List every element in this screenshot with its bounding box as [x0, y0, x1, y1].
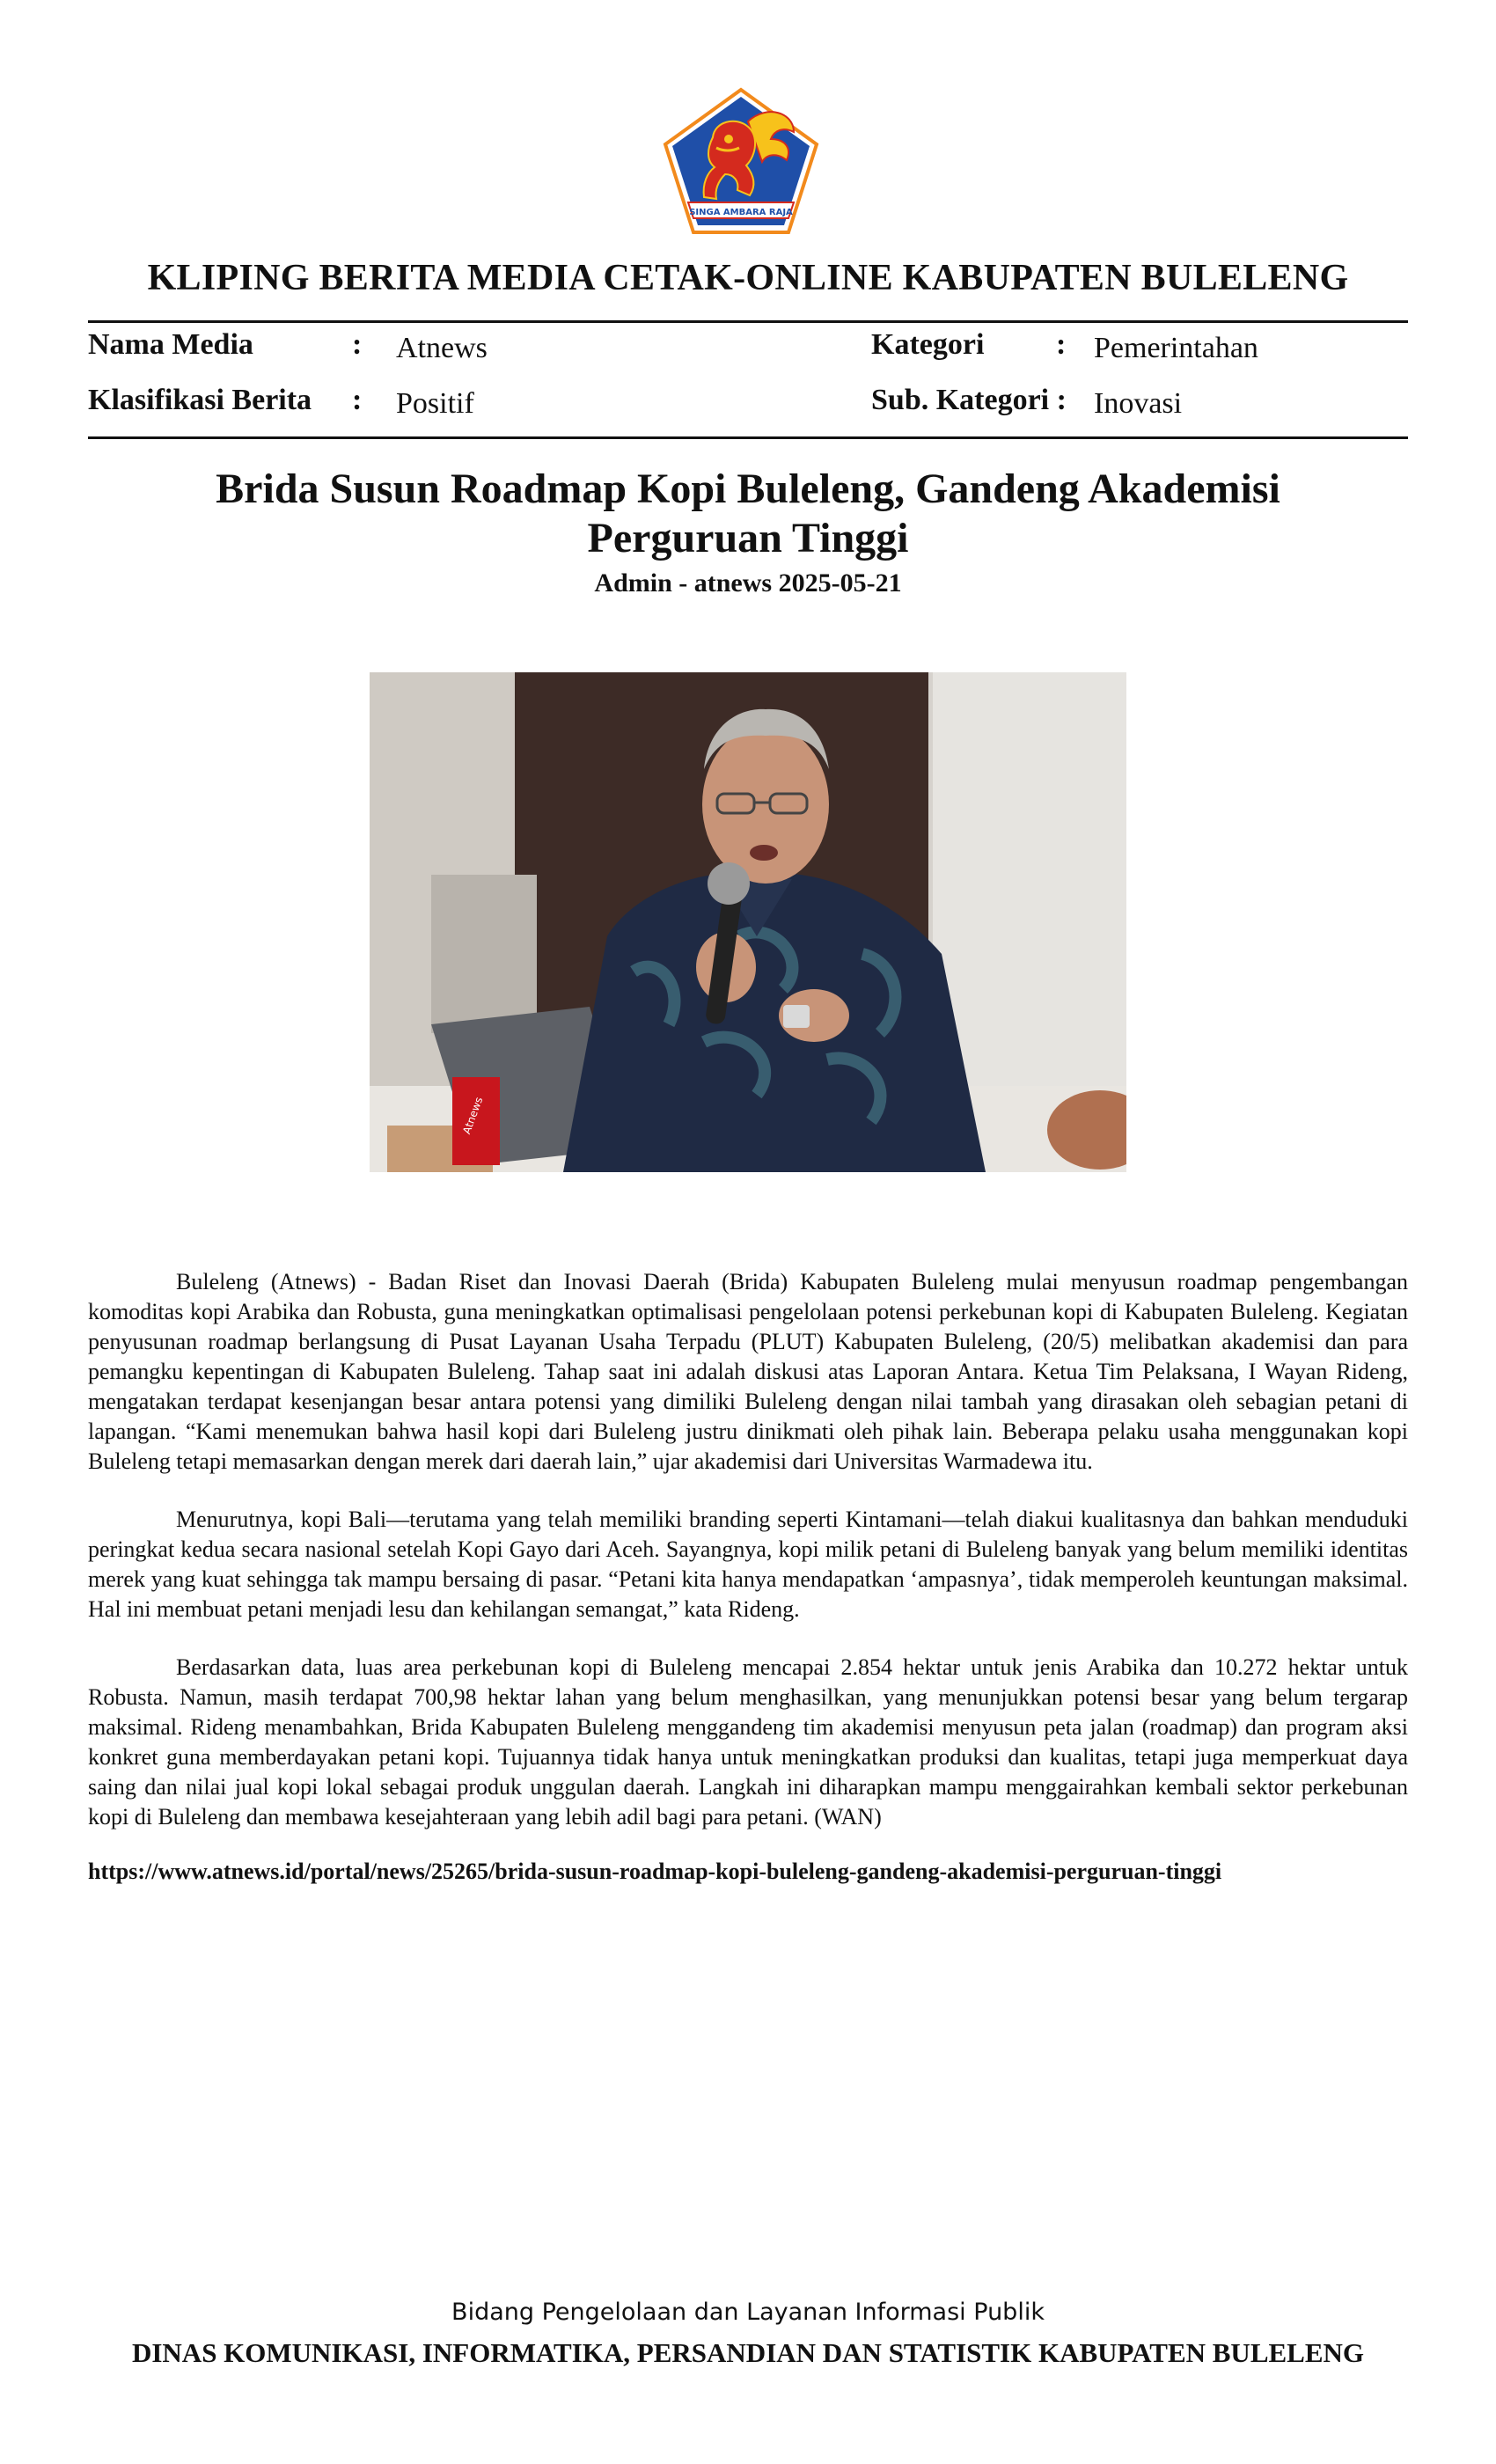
- sub-category-value: Inovasi: [1094, 387, 1183, 420]
- category-value: Pemerintahan: [1094, 332, 1258, 364]
- article-body: [88, 1267, 1408, 1860]
- article-title: Brida Susun Roadmap Kopi Buleleng, Gandeng Akademisi Perguruan Tinggi: [216, 466, 1280, 561]
- media-name-value: Atnews: [396, 332, 488, 364]
- classification-value: Positif: [396, 387, 474, 420]
- category-colon: :: [1056, 328, 1067, 361]
- article-paragraph-2: Menurutnya, kopi Bali—terutama yang telah memiliki branding seperti Kintamani—telah diakui kualitasnya dan bahkan menduduki peringkat kedua secara nasional setelah Kopi Gayo dari Aceh. Sayangnya, kopi milik petani di Buleleng banyak yang belum memiliki identitas merek yang kuat sehingga tak mampu bersaing di pasar. “Petani kita hanya mendapatkan ‘ampasnya’, tidak memperoleh keuntungan maksimal. Hal ini membuat petani menjadi lesu dan kehilangan semangat,” kata Rideng.: [88, 1507, 1408, 1622]
- regency-logo: [662, 86, 820, 236]
- header-divider-top: [88, 320, 1408, 323]
- header-divider-bottom: [88, 436, 1408, 439]
- classification-label: Klasifikasi Berita: [88, 384, 312, 416]
- singa-ambara-raja-emblem: [662, 86, 820, 236]
- sub-category-label: Sub. Kategori :: [871, 384, 1067, 416]
- footer-agency: DINAS KOMUNIKASI, INFORMATIKA, PERSANDIAN DAN STATISTIK KABUPATEN BULELENG: [131, 2337, 1365, 2368]
- article-paragraph-1: Buleleng (Atnews) - Badan Riset dan Inovasi Daerah (Brida) Kabupaten Buleleng mulai menyusun roadmap pengembangan komoditas kopi Arabika dan Robusta, guna meningkatkan optimalisasi pengelolaan potensi perkebunan kopi di Kabupaten Buleleng. Kegiatan penyusunan roadmap berlangsung di Pusat Layanan Usaha Terpadu (PLUT) Kabupaten Buleleng, (20/5) melibatkan akademisi dan para pemangku kepentingan di Kabupaten Buleleng. Tahap saat ini adalah diskusi atas Laporan Antara. Ketua Tim Pelaksana, I Wayan Rideng, mengatakan terdapat kesenjangan besar antara potensi yang dimiliki Buleleng dengan nilai tambah yang dirasakan oleh sebagian petani di lapangan. “Kami menemukan bahwa hasil kopi dari Buleleng justru dinikmati oleh pihak lain. Beberapa pelaku usaha menggunakan kopi Buleleng tetapi memasarkan dengan merek dari daerah lain,” ujar akademisi dari Universitas Warmadewa itu.: [88, 1269, 1408, 1474]
- source-url-link[interactable]: https://www.atnews.id/portal/news/25265/brida-susun-roadmap-kopi-buleleng-gandeng-akademisi-perguruan-tinggi: [88, 1859, 1222, 1884]
- speaker-photo-illustration: [370, 672, 1126, 1172]
- article-byline: Admin - atnews 2025-05-21: [594, 568, 902, 598]
- article-paragraph-3: Berdasarkan data, luas area perkebunan kopi di Buleleng mencapai 2.854 hektar untuk jenis Arabika dan 10.272 hektar untuk Robusta. Namun, masih terdapat 700,98 hektar lahan yang belum menghasilkan, yang menunjukkan potensi besar yang belum tergarap maksimal. Rideng menambahkan, Brida Kabupaten Buleleng menggandeng tim akademisi menyusun peta jalan (roadmap) dan program aksi konkret guna memberdayakan petani kopi. Tujuannya tidak hanya untuk meningkatkan produksi dan kualitas, tetapi juga memperkuat daya saing dan nilai jual kopi lokal sebagai produk unggulan daerah. Langkah ini diharapkan mampu menggairahkan kembali sektor perkebunan kopi di Buleleng dan membawa kesejahteraan yang lebih adil bagi para petani. (WAN): [88, 1654, 1408, 1830]
- cup-label-text: Atnews: [460, 1095, 486, 1136]
- category-label: Kategori: [871, 328, 985, 361]
- classification-colon: :: [352, 384, 363, 416]
- article-photo: [370, 672, 1126, 1172]
- media-name-label: Nama Media: [88, 328, 253, 361]
- footer-division: Bidang Pengelolaan dan Layanan Informasi Publik: [451, 2299, 1045, 2326]
- media-name-colon: :: [352, 328, 363, 361]
- logo-ribbon-text: SINGA AMBARA RAJA: [689, 208, 793, 217]
- clipping-header-title: KLIPING BERITA MEDIA CETAK-ONLINE KABUPATEN BULELENG: [147, 258, 1349, 298]
